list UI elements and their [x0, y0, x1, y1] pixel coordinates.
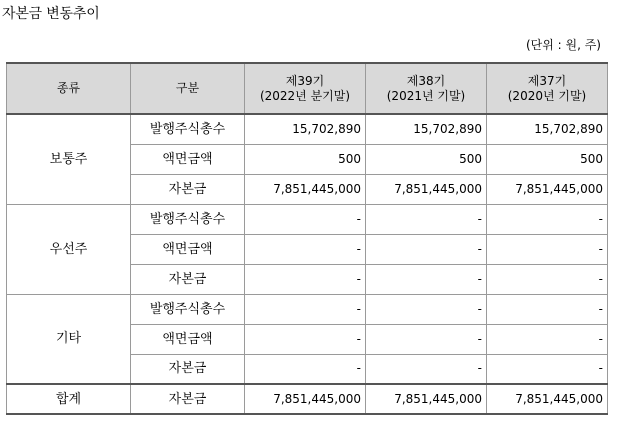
value-cell: 500 [366, 144, 487, 174]
group-common-stock [7, 114, 608, 204]
table-row [7, 204, 608, 234]
table-row [7, 294, 608, 324]
category-cell: 발행주식총수 [131, 204, 245, 234]
value-cell: 15,702,890 [245, 114, 366, 144]
value-cell: - [487, 294, 608, 324]
value-cell: 500 [245, 144, 366, 174]
group-other [7, 294, 608, 384]
capital-change-table [6, 62, 608, 415]
category-cell: 자본금 [131, 264, 245, 294]
value-cell: - [487, 234, 608, 264]
value-cell: - [487, 264, 608, 294]
value-cell: 15,702,890 [366, 114, 487, 144]
category-cell: 발행주식총수 [131, 294, 245, 324]
value-cell: - [366, 294, 487, 324]
group-preferred-stock [7, 204, 608, 294]
value-cell: 7,851,445,000 [487, 174, 608, 204]
value-cell: - [487, 204, 608, 234]
table-header-row [7, 63, 608, 114]
value-cell: - [366, 234, 487, 264]
total-row [7, 384, 608, 414]
category-cell: 자본금 [131, 354, 245, 384]
header-category: 구분 [131, 63, 245, 114]
value-cell: - [245, 324, 366, 354]
unit-note: (단위 : 원, 주) [525, 38, 601, 52]
type-cell: 합계 [7, 384, 131, 414]
value-cell: - [245, 204, 366, 234]
type-cell: 우선주 [7, 204, 131, 294]
value-cell: 500 [487, 144, 608, 174]
category-cell: 액면금액 [131, 324, 245, 354]
category-cell: 자본금 [131, 384, 245, 414]
value-cell: - [245, 294, 366, 324]
category-cell: 액면금액 [131, 234, 245, 264]
header-period-38 [366, 63, 487, 114]
period-label: 제39기 [285, 73, 325, 88]
page-title: 자본금 변동추이 [2, 6, 100, 22]
table-row [7, 114, 608, 144]
type-cell: 보통주 [7, 114, 131, 204]
header-type: 종류 [7, 63, 131, 114]
value-cell: - [366, 354, 487, 384]
group-total [7, 384, 608, 414]
value-cell: 7,851,445,000 [366, 174, 487, 204]
category-cell: 액면금액 [131, 144, 245, 174]
value-cell: - [366, 204, 487, 234]
period-label: 제37기 [527, 73, 567, 88]
header-period-39 [245, 63, 366, 114]
value-cell: 7,851,445,000 [245, 384, 366, 414]
value-cell: - [245, 234, 366, 264]
value-cell: 15,702,890 [487, 114, 608, 144]
category-cell: 자본금 [131, 174, 245, 204]
period-sub: (2022년 분기말) [259, 88, 351, 103]
value-cell: 7,851,445,000 [366, 384, 487, 414]
type-cell: 기타 [7, 294, 131, 384]
header-period-37 [487, 63, 608, 114]
period-sub: (2020년 기말) [507, 88, 587, 103]
period-sub: (2021년 기말) [386, 88, 466, 103]
value-cell: - [245, 264, 366, 294]
value-cell: - [366, 264, 487, 294]
value-cell: - [245, 354, 366, 384]
value-cell: - [487, 324, 608, 354]
value-cell: 7,851,445,000 [487, 384, 608, 414]
category-cell: 발행주식총수 [131, 114, 245, 144]
value-cell: - [366, 324, 487, 354]
value-cell: 7,851,445,000 [245, 174, 366, 204]
value-cell: - [487, 354, 608, 384]
period-label: 제38기 [406, 73, 446, 88]
